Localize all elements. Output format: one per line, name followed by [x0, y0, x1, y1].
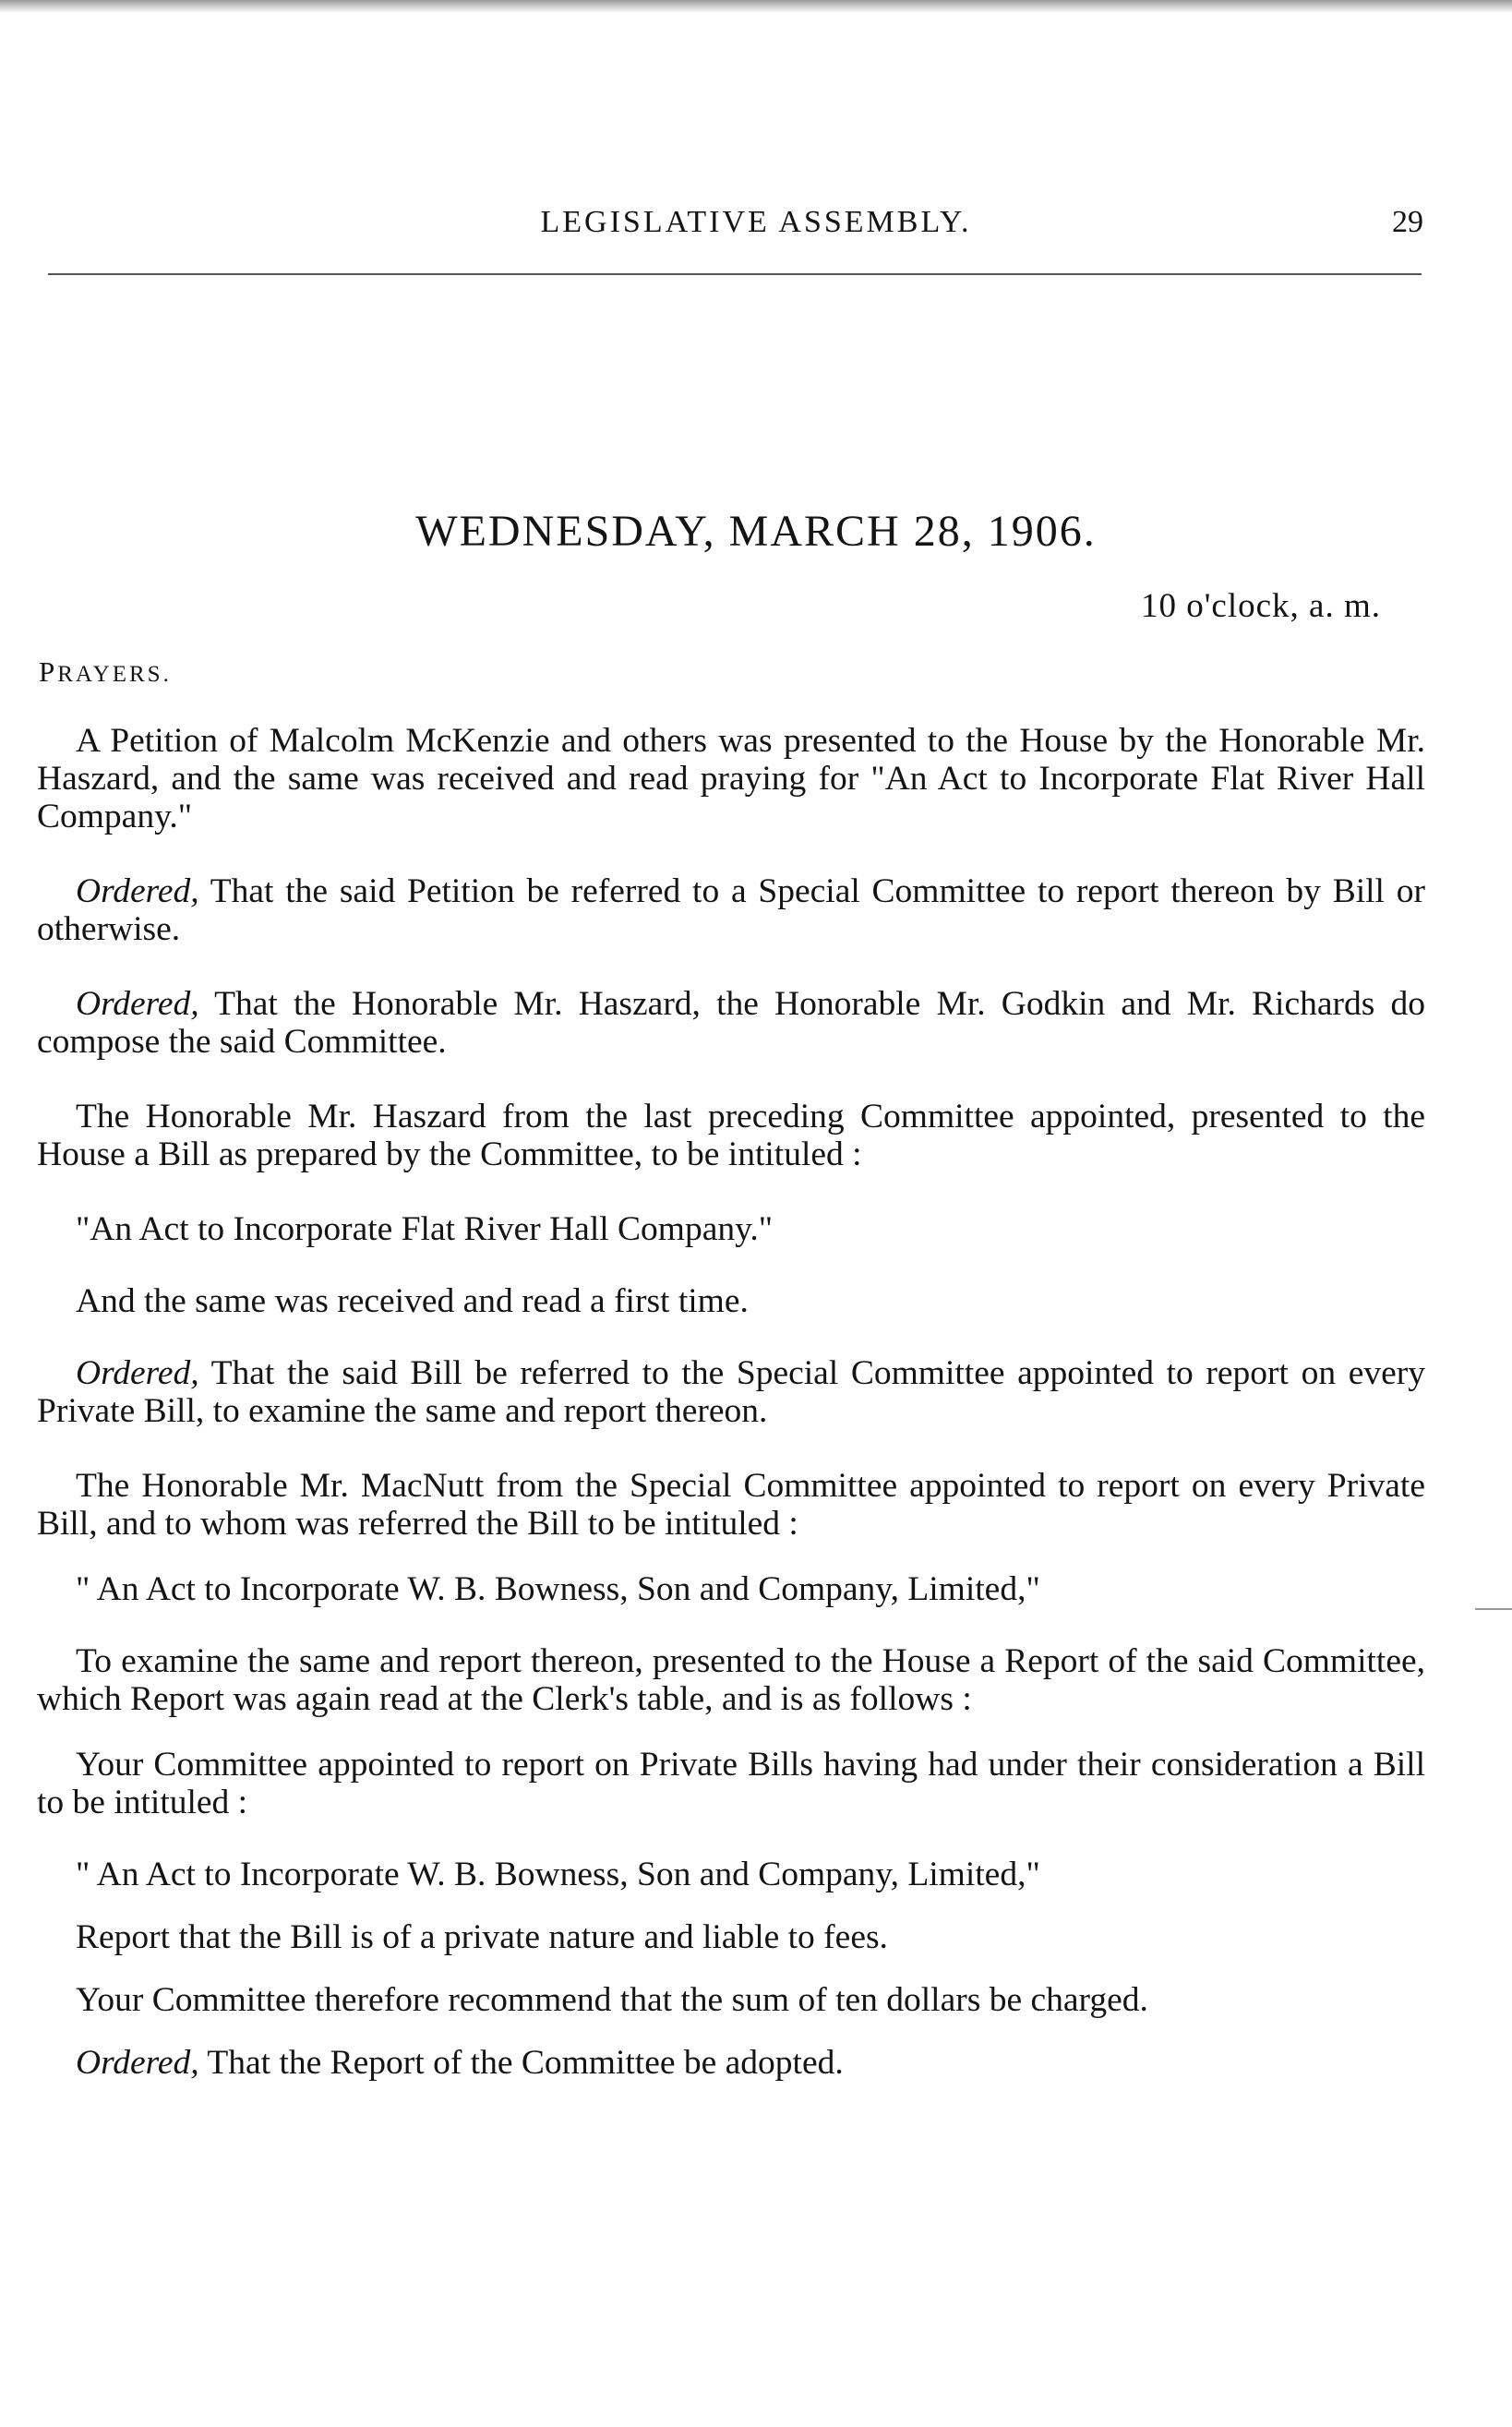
paragraph-order-adopt-report	[37, 2044, 1425, 2082]
paragraph-text: " An Act to Incorporate W. B. Bowness, Son and Company, Limited,"	[76, 1856, 1040, 1893]
ordered-lead: Ordered,	[76, 2044, 199, 2082]
paragraph-text: And the same was received and read a first time.	[76, 1282, 749, 1320]
quoted-act-title	[37, 1856, 1425, 1893]
paragraph-text: That the said Bill be referred to the Special Committee appointed to report on every Private Bill, to examine the same and report thereon.	[37, 1354, 1425, 1430]
paragraph-order-refer-petition	[37, 872, 1425, 948]
proceedings-body	[37, 722, 1425, 2082]
paragraph-first-reading	[37, 1282, 1425, 1320]
quoted-act-title	[37, 1570, 1425, 1608]
sitting-time: 10 o'clock, a. m.	[1141, 587, 1381, 625]
paragraph-private-nature	[37, 1918, 1425, 1956]
paragraph-order-compose-committee	[37, 985, 1425, 1061]
header-rule	[48, 273, 1422, 275]
prayers-heading	[39, 655, 172, 689]
paragraph-text: Report that the Bill is of a private nature and liable to fees.	[76, 1918, 888, 1956]
paragraph-text: That the said Petition be referred to a Special Committee to report thereon by Bill or otherwise.	[37, 872, 1425, 948]
paragraph-text: "An Act to Incorporate Flat River Hall Company."	[76, 1210, 774, 1248]
paragraph-bill-presented	[37, 1098, 1425, 1173]
paragraph-macnutt-committee	[37, 1467, 1425, 1543]
paragraph-fees-recommendation	[37, 1981, 1425, 2019]
paragraph-petition	[37, 722, 1425, 835]
paragraph-text: That the Honorable Mr. Haszard, the Honorable Mr. Godkin and Mr. Richards do compose the said Committee.	[37, 985, 1425, 1061]
running-title: LEGISLATIVE ASSEMBLY.	[540, 205, 972, 239]
paragraph-text: Your Committee appointed to report on Private Bills having had under their consideration a Bill to be intituled :	[37, 1746, 1425, 1821]
paragraph-text: That the Report of the Committee be adopted.	[198, 2044, 844, 2082]
ordered-lead: Ordered,	[76, 872, 199, 910]
scan-edge-shadow	[0, 0, 1512, 13]
margin-mark	[1475, 1608, 1512, 1610]
page-number: 29	[1392, 205, 1423, 239]
paragraph-text: Your Committee therefore recommend that the sum of ten dollars be charged.	[76, 1981, 1148, 2019]
ordered-lead: Ordered,	[76, 1354, 199, 1392]
paragraph-text: The Honorable Mr. Haszard from the last preceding Committee appointed, presented to the House a Bill as prepared by the Committee, to be intituled :	[37, 1098, 1425, 1173]
paragraph-text: A Petition of Malcolm McKenzie and others was presented to the House by the Honorable Mr. Haszard, and the same was received and read praying for "An Act to Incorporate Flat River Hall Company."	[37, 722, 1425, 835]
paragraph-text: To examine the same and report thereon, presented to the House a Report of the said Committee, which Report was again read at the Clerk's table, and is as follows :	[37, 1642, 1425, 1718]
quoted-act-title	[37, 1210, 1425, 1248]
paragraph-order-refer-bill	[37, 1354, 1425, 1430]
prayers-rest: RAYERS.	[57, 662, 172, 687]
date-heading: WEDNESDAY, MARCH 28, 1906.	[415, 507, 1097, 556]
prayers-initial: P	[39, 655, 58, 688]
paragraph-text: The Honorable Mr. MacNutt from the Special Committee appointed to report on every Private Bill, and to whom was referred the Bill to be intituled :	[37, 1467, 1425, 1543]
paragraph-text: " An Act to Incorporate W. B. Bowness, Son and Company, Limited,"	[76, 1570, 1040, 1608]
ordered-lead: Ordered,	[76, 985, 199, 1023]
paragraph-report-presented	[37, 1642, 1425, 1718]
running-head	[0, 205, 1512, 242]
paragraph-committee-consideration	[37, 1746, 1425, 1821]
